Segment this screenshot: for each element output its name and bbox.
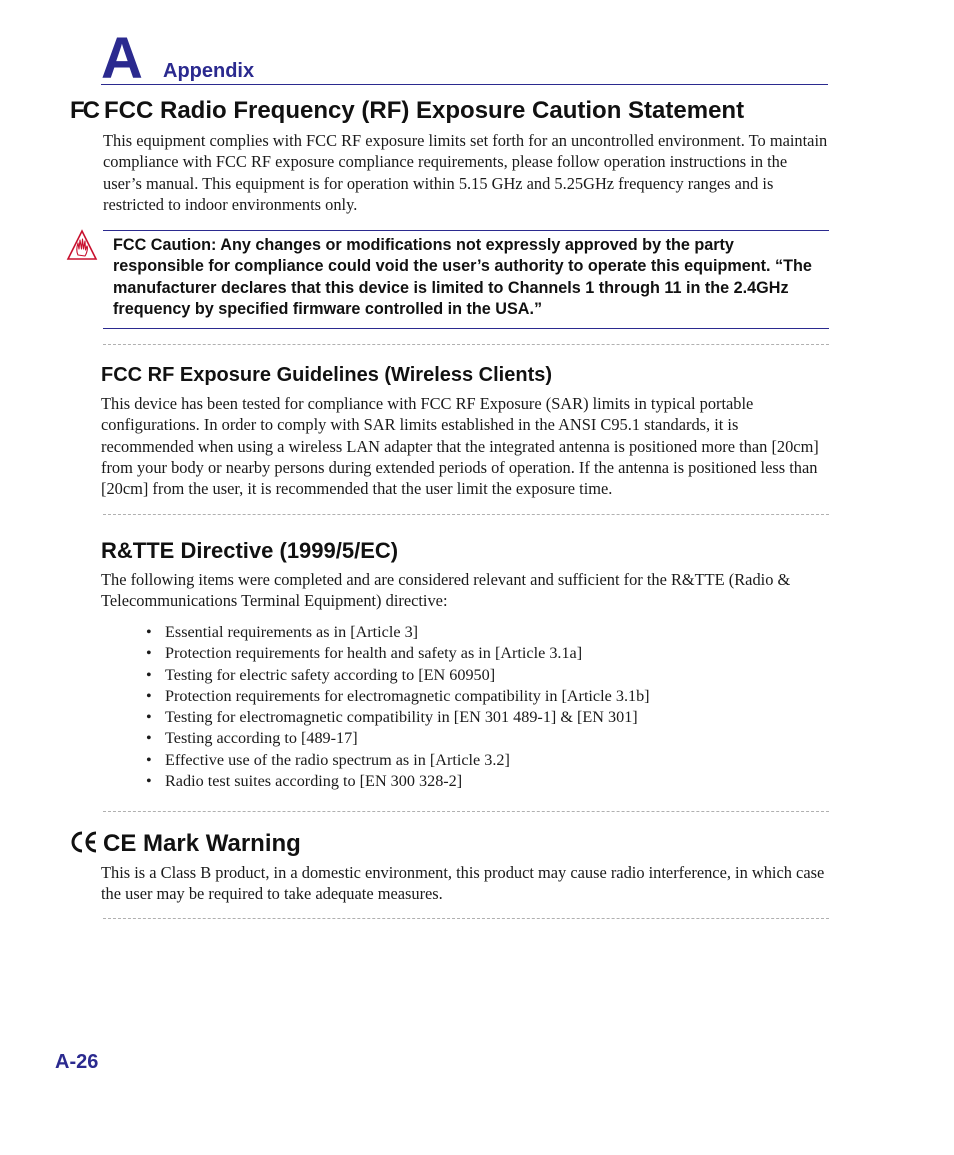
section-divider xyxy=(103,514,829,515)
rtte-heading: R&TTE Directive (1999/5/EC) xyxy=(101,538,399,563)
fcc-logo-icon: FC xyxy=(70,97,98,124)
list-item: • Protection requirements for health and safety as in [Article 3.1a] xyxy=(146,643,826,664)
fcc-rf-body: This equipment complies with FCC RF exposure limits set forth for an uncontrolled environment. To maintain compliance with FCC RF exposure compliance requirements, please follow operation instructions in the user’s manual. This equipment is for operation within 5.15 GHz and 5.25GHz frequency ranges and is restricted to indoor environments only. xyxy=(103,131,828,214)
rtte-item-list xyxy=(146,622,826,792)
header-rule xyxy=(101,84,828,85)
ce-mark-icon xyxy=(69,830,99,861)
rtte-body: The following items were completed and are considered relevant and sufficient for the R&TTE (Radio & Telecommunications Terminal Equipment) directive: xyxy=(101,570,791,611)
section-divider xyxy=(103,344,829,345)
list-item: • Protection requirements for electromagnetic compatibility in [Article 3.1b] xyxy=(146,686,826,707)
list-item: • Radio test suites according to [EN 300 328-2] xyxy=(146,771,826,792)
warning-hand-icon xyxy=(66,229,98,268)
ce-body: This is a Class B product, in a domestic environment, this product may cause radio interference, in which case the user may be required to take adequate measures. xyxy=(101,863,825,904)
list-item: • Essential requirements as in [Article 3] xyxy=(146,622,826,643)
appendix-title: Appendix xyxy=(163,60,255,82)
list-item: • Effective use of the radio spectrum as in [Article 3.2] xyxy=(146,750,826,771)
section-divider xyxy=(103,811,829,812)
appendix-letter: A xyxy=(101,26,143,91)
list-item: • Testing according to [489-17] xyxy=(146,728,826,749)
fcc-rf-heading: FC FCC Radio Frequency (RF) Exposure Caution Statement xyxy=(70,97,745,124)
guidelines-heading: FCC RF Exposure Guidelines (Wireless Clients) xyxy=(101,364,553,386)
ce-heading: CE Mark Warning xyxy=(69,830,829,861)
guidelines-body: This device has been tested for compliance with FCC RF Exposure (SAR) limits in typical portable configurations. In order to comply with SAR limits established in the ANSI C95.1 standards, it is recommended when using a wireless LAN adapter that the integrated antenna is positioned more than [20cm] from your body or nearby persons during extended periods of operation. If the antenna is positioned less than [20cm] from the user, it is recommended that the user limit the exposure time. xyxy=(101,394,819,499)
list-item: • Testing for electromagnetic compatibility in [EN 301 489-1] & [EN 301] xyxy=(146,707,826,728)
list-item: • Testing for electric safety according to [EN 60950] xyxy=(146,665,826,686)
page-number: A-26 xyxy=(55,1051,99,1073)
caution-text: FCC Caution: Any changes or modifications not expressly approved by the party responsible for compliance could void the user’s authority to operate this equipment. “The manufacturer declares that this device is limited to Channels 1 through 11 in the 2.4GHz frequency by specified firmware controlled in the USA.” xyxy=(113,236,812,319)
section-divider xyxy=(103,918,829,919)
caution-box xyxy=(103,230,829,329)
fcc-rf-section xyxy=(70,97,830,125)
